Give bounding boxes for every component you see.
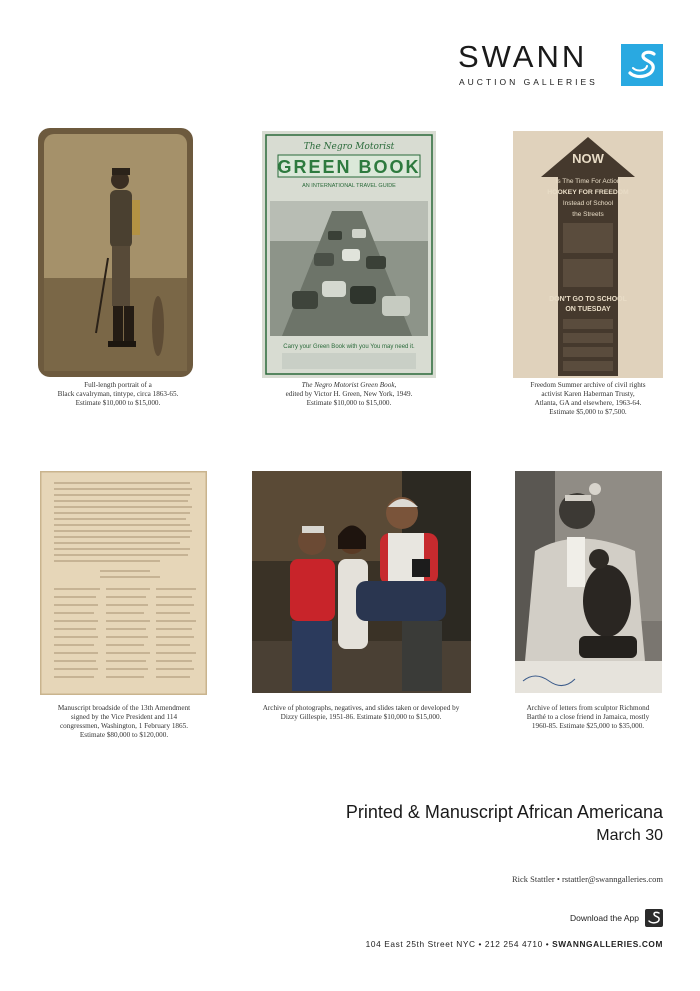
sale-date: March 30 xyxy=(596,827,663,844)
caption-line: Archive of photographs, negatives, and slides taken or developed by xyxy=(262,704,460,712)
website-link[interactable]: SWANNGALLERIES.COM xyxy=(552,939,663,949)
flyer-line: ON TUESDAY xyxy=(565,306,611,313)
contact-line[interactable]: Rick Stattler • rstattler@swanngalleries.com xyxy=(511,874,663,884)
caption-line: activist Karen Haberman Trusty, xyxy=(541,390,635,398)
caption-line: Estimate $10,000 to $15,000. xyxy=(306,399,392,407)
caption-line: 1960-85. Estimate $25,000 to $35,000. xyxy=(531,722,645,730)
download-app-link[interactable] xyxy=(570,908,663,928)
flyer-line: the Streets xyxy=(572,211,604,218)
flyer-line: Is The Time For Action xyxy=(555,178,621,185)
lot-6-caption xyxy=(508,704,668,731)
caption-line: Black cavalryman, tintype, circa 1863-65. xyxy=(57,390,179,398)
swann-logo xyxy=(458,40,668,90)
swann-app-icon[interactable] xyxy=(645,909,663,927)
green-book-top-text: The Negro Motorist xyxy=(303,142,395,152)
green-book-title: GREEN BOOK xyxy=(277,157,421,177)
caption-line: Archive of letters from sculptor Richmond xyxy=(526,704,650,712)
flyer-line: HOOKEY FOR FREEDOM xyxy=(547,189,629,196)
caption-line: Barthé to a close friend in Jamaica, mostly xyxy=(526,713,650,721)
lot-4-image xyxy=(40,471,207,695)
caption-line: Estimate $5,000 to $7,500. xyxy=(549,408,627,416)
download-app-label[interactable]: Download the App xyxy=(570,913,639,923)
caption-line: Manuscript broadside of the 13th Amendment xyxy=(57,704,191,712)
phone-number[interactable]: 212 254 4710 xyxy=(484,939,543,949)
lot-5-image xyxy=(252,471,471,693)
caption-line: congressmen, Washington, 1 February 1865. xyxy=(59,722,189,730)
caption-line: Estimate $10,000 to $15,000. xyxy=(75,399,161,407)
swann-mark-icon xyxy=(621,44,663,86)
separator: • xyxy=(478,939,482,949)
brand-name: SWANN xyxy=(458,39,588,74)
flyer-line: Instead of School xyxy=(562,200,614,207)
caption-line: signed by the Vice President and 114 xyxy=(70,713,178,721)
caption-line: The Negro Motorist Green Book, xyxy=(301,381,397,389)
separator: • xyxy=(545,939,550,949)
lot-6-image xyxy=(515,471,662,693)
caption-line: edited by Victor H. Green, New York, 1949. xyxy=(285,390,413,398)
lot-2-image xyxy=(262,131,436,378)
caption-line: Full-length portrait of a xyxy=(84,381,152,389)
lot-3-caption xyxy=(508,381,668,417)
flyer-now: NOW xyxy=(572,151,604,166)
lot-3-image xyxy=(513,131,663,378)
lot-1-image xyxy=(38,128,193,377)
green-book-subtitle: AN INTERNATIONAL TRAVEL GUIDE xyxy=(302,183,396,189)
sale-title: Printed & Manuscript African Americana xyxy=(345,802,663,822)
caption-line: Dizzy Gillespie, 1951-86. Estimate $10,000 to $15,000. xyxy=(280,713,442,721)
brand-subtitle: AUCTION GALLERIES xyxy=(459,77,598,87)
caption-line: Atlanta, GA and elsewhere, 1963-64. xyxy=(534,399,642,407)
green-book-bottom-text: Carry your Green Book with you You may need it. xyxy=(283,344,415,350)
street-address: 104 East 25th Street NYC xyxy=(365,939,476,949)
lot-4-caption xyxy=(38,704,210,740)
lot-5-caption xyxy=(245,704,477,722)
caption-line: Estimate $80,000 to $120,000. xyxy=(79,731,169,739)
lot-2-caption xyxy=(262,381,436,408)
address-line xyxy=(366,939,663,949)
flyer-line: DON'T GO TO SCHOOL xyxy=(549,296,627,303)
lot-1-caption xyxy=(38,381,198,408)
caption-line: Freedom Summer archive of civil rights xyxy=(530,381,646,389)
